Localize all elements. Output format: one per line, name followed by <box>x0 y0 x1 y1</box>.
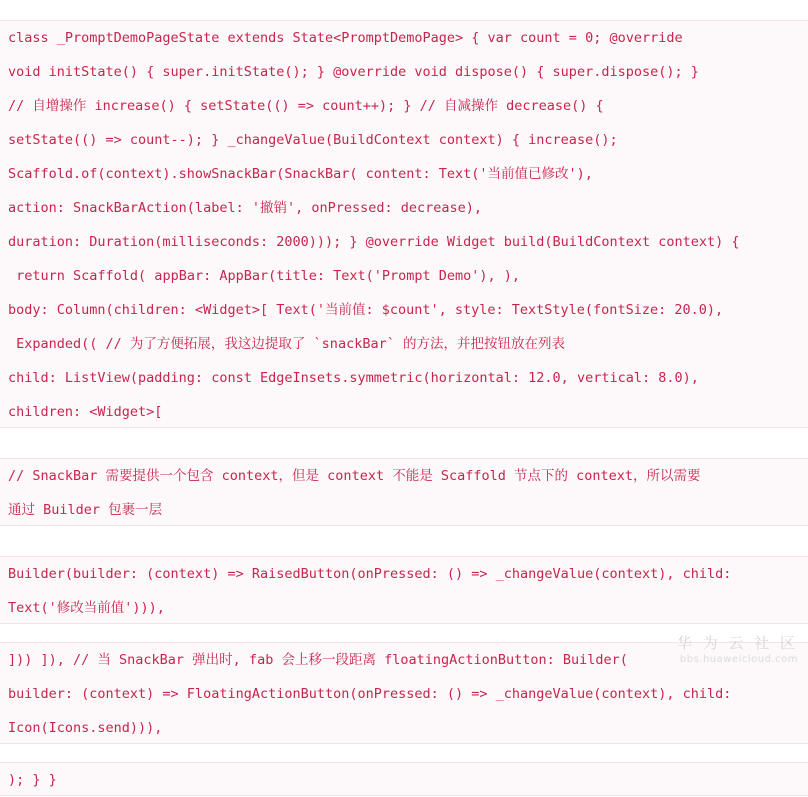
watermark-title: 华 为 云 社 区 <box>676 634 798 652</box>
code-line: // SnackBar 需要提供一个包含 context，但是 context 不能是 Scaffold 节点下的 context，所以需要 <box>8 468 701 484</box>
watermark <box>677 632 798 665</box>
code-line: Builder(builder: (context) => RaisedButton(onPressed: () => _changeValue(context), child: <box>8 566 732 582</box>
code-line: 通过 Builder 包裹一层 <box>8 502 163 518</box>
code-line: builder: (context) => FloatingActionButton(onPressed: () => _changeValue(context), child: <box>8 686 732 702</box>
code-block-block-builder <box>0 556 808 624</box>
watermark-url: bbs.huaweicloud.com <box>679 654 798 665</box>
code-block-block-state-class <box>0 20 808 428</box>
code-line: return Scaffold( appBar: AppBar(title: Text('Prompt Demo'), ), <box>8 268 521 284</box>
code-line: action: SnackBarAction(label: '撤销', onPressed: decrease), <box>8 200 483 216</box>
code-line: duration: Duration(milliseconds: 2000))); } @override Widget build(BuildContext context) { <box>8 234 740 250</box>
code-line: // 自增操作 increase() { setState(() => count++); } // 自减操作 decrease() { <box>8 98 604 114</box>
code-line: class _PromptDemoPageState extends State<PromptDemoPage> { var count = 0; @override <box>8 30 683 46</box>
code-line: child: ListView(padding: const EdgeInsets.symmetric(horizontal: 12.0, vertical: 8.0), <box>8 370 699 386</box>
code-line: Text('修改当前值'))), <box>8 600 165 616</box>
code-block-block-comment-snackbar <box>0 458 808 526</box>
code-line: children: <Widget>[ <box>8 404 163 420</box>
code-line: void initState() { super.initState(); } @override void dispose() { super.dispose(); } <box>8 64 699 80</box>
code-block-block-close <box>0 762 808 796</box>
code-line: body: Column(children: <Widget>[ Text('当前值: $count', style: TextStyle(fontSize: 20.0), <box>8 302 724 318</box>
code-line: Scaffold.of(context).showSnackBar(SnackBar( content: Text('当前值已修改'), <box>8 166 593 182</box>
code-line: ])) ]), // 当 SnackBar 弹出时, fab 会上移一段距离 floatingActionButton: Builder( <box>8 652 628 668</box>
code-line: setState(() => count--); } _changeValue(BuildContext context) { increase(); <box>8 132 618 148</box>
code-line: ); } } <box>8 772 57 788</box>
code-line: Expanded(( // 为了方便拓展，我这边提取了 `snackBar` 的方法，并把按钮放在列表 <box>8 336 565 352</box>
code-line: Icon(Icons.send))), <box>8 720 163 736</box>
